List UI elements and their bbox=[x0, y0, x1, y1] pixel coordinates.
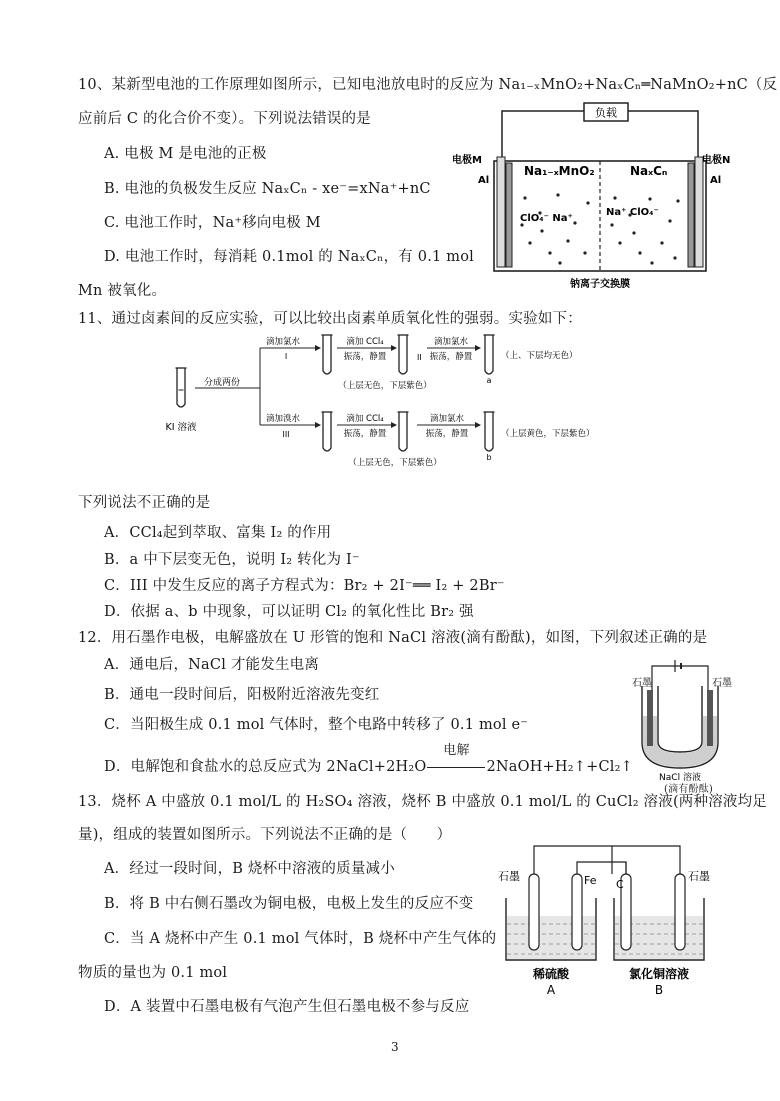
add-cl-label: 滴加氯水 bbox=[265, 337, 301, 347]
q13-option-c: C．当 A 烧杯中产生 0.1 mol 气体时，B 烧杯中产生气体的 bbox=[104, 931, 497, 947]
al-right-label: Al bbox=[710, 175, 722, 186]
q13-beaker-a-label: A bbox=[546, 983, 556, 997]
q13-electrode-3-label: C bbox=[616, 878, 624, 891]
q11-option-a: A．CCl₄起到萃取、富集 I₂ 的作用 bbox=[104, 525, 332, 541]
q12-caption-1: NaCl 溶液 bbox=[659, 773, 701, 783]
left-material-label: Na₁₋ₓMnO₂ bbox=[524, 164, 595, 178]
q10-option-c: C. 电池工作时，Na⁺移向电极 M bbox=[104, 215, 321, 231]
result-iii-label: （上层无色，下层紫色） bbox=[348, 458, 442, 468]
left-ions-label: ClO₄⁻ Na⁺ bbox=[520, 213, 573, 224]
step-iii-label: III bbox=[282, 430, 290, 439]
q13-option-d: D．A 装置中石墨电极有气泡产生但石墨电极不参与反应 bbox=[104, 999, 470, 1015]
q10-battery-figure bbox=[452, 103, 740, 293]
q11-option-c: C．III 中发生反应的离子方程式为：Br₂ + 2I⁻══ I₂ + 2Br⁻ bbox=[104, 578, 505, 594]
q13-solution-a-label: 稀硫酸 bbox=[532, 967, 570, 981]
result-ii-label: （上层无色，下层紫色） bbox=[338, 381, 432, 391]
result-a-label: （上、下层均无色） bbox=[501, 351, 578, 361]
load-label: 负载 bbox=[595, 106, 617, 120]
q11-stem: 11、通过卤素间的反应实验，可以比较出卤素单质氧化性的强弱。实验如下： bbox=[78, 311, 582, 327]
q13-option-a: A．经过一段时间，B 烧杯中溶液的质量减小 bbox=[104, 861, 395, 877]
q10-option-a: A. 电极 M 是电池的正极 bbox=[104, 146, 267, 162]
q13-stem-line2: 量)，组成的装置如图所示。下列说法不正确的是（ ） bbox=[78, 827, 452, 843]
q12-option-c: C．当阳极生成 0.1 mol 气体时，整个电路中转移了 0.1 mol e⁻ bbox=[104, 717, 529, 733]
shake-2-label: 振荡，静置 bbox=[429, 352, 473, 362]
q11-option-d: D．依据 a、b 中现象，可以证明 Cl₂ 的氧化性比 Br₂ 强 bbox=[104, 604, 474, 620]
q10-stem-line2: 应前后 C 的化合价不变）。下列说法错误的是 bbox=[78, 111, 371, 127]
q12-right-electrode-label: 石墨 bbox=[712, 678, 732, 689]
q10-option-b: B. 电池的负极发生反应 NaₓCₙ - xe⁻=xNa⁺+nC bbox=[104, 181, 431, 197]
add-br-label: 滴加溴水 bbox=[265, 414, 301, 424]
q12-option-d bbox=[104, 743, 633, 776]
q12-caption-2: (滴有酚酞) bbox=[664, 784, 714, 795]
add-cl-3-label: 滴加氯水 bbox=[429, 414, 465, 424]
membrane-label: 钠离子交换膜 bbox=[570, 279, 630, 290]
step-ii-label: II bbox=[417, 353, 422, 362]
q12-d-arrow bbox=[426, 743, 486, 776]
page-number: 3 bbox=[391, 1040, 399, 1054]
q12-d-prefix: D．电解饱和食盐水的总反应式为 2NaCl+2H₂O bbox=[104, 759, 427, 775]
tube-a-label: a bbox=[486, 376, 492, 385]
q12-stem: 12．用石墨作电极，电解盛放在 U 形管的饱和 NaCl 溶液(滴有酚酞)，如图，下列叙述正确的是 bbox=[78, 630, 708, 646]
q12-d-suffix: 2NaOH+H₂↑+Cl₂↑ bbox=[486, 759, 633, 775]
q10-stem-line1: 10、某新型电池的工作原理如图所示，已知电池放电时的反应为 Na₁₋ₓMnO₂+NaₓCₙ═NaMnO₂+nC（反 bbox=[78, 77, 778, 93]
step-i-label: I bbox=[284, 352, 288, 361]
tube-b-label: b bbox=[486, 453, 492, 462]
q11-lead: 下列说法不正确的是 bbox=[78, 495, 211, 511]
q13-stem-line1: 13．烧杯 A 中盛放 0.1 mol/L 的 H₂SO₄ 溶液，烧杯 B 中盛放 0.1 mol/L 的 CuCl₂ 溶液(两种溶液均足 bbox=[78, 794, 768, 810]
q13-option-c-cont: 物质的量也为 0.1 mol bbox=[78, 965, 228, 981]
q13-electrode-2-label: Fe bbox=[584, 874, 597, 887]
q13-electrode-4-label: 石墨 bbox=[688, 870, 710, 883]
q12-left-electrode-label: 石墨 bbox=[632, 678, 652, 689]
result-b-label: （上层黄色，下层紫色） bbox=[501, 429, 595, 439]
add-ccl4-1-label: 滴加 CCl₄ bbox=[346, 337, 384, 347]
q13-cells-figure bbox=[492, 838, 722, 1000]
right-material-label: NaₓCₙ bbox=[630, 164, 668, 178]
shake-1-label: 振荡，静置 bbox=[343, 352, 387, 362]
right-ions-label: Na⁺ ClO₄⁻ bbox=[606, 207, 659, 218]
q12-d-condition: 电解 bbox=[443, 743, 470, 758]
electrode-m-label: 电极M bbox=[452, 155, 482, 166]
split-label: 分成两份 bbox=[203, 378, 241, 388]
shake-4-label: 振荡，静置 bbox=[425, 429, 469, 439]
q11-halogen-experiment-figure bbox=[155, 330, 635, 478]
ki-label: KI 溶液 bbox=[165, 422, 197, 433]
q10-option-d-cont: Mn 被氧化。 bbox=[78, 283, 167, 299]
q13-electrode-1-label: 石墨 bbox=[498, 870, 520, 883]
add-ccl4-2-label: 滴加 CCl₄ bbox=[346, 414, 384, 424]
q11-option-b: B．a 中下层变无色，说明 I₂ 转化为 I⁻ bbox=[104, 552, 360, 568]
al-left-label: Al bbox=[478, 175, 490, 186]
q13-solution-b-label: 氯化铜溶液 bbox=[628, 967, 690, 981]
q10-option-d: D. 电池工作时，每消耗 0.1mol 的 NaₓCₙ，有 0.1 mol bbox=[104, 249, 474, 265]
shake-3-label: 振荡，静置 bbox=[343, 429, 387, 439]
q12-option-a: A．通电后，NaCl 才能发生电离 bbox=[104, 657, 320, 673]
electrode-n-label: 电极N bbox=[702, 155, 731, 166]
add-cl-2-label: 滴加氯水 bbox=[433, 337, 469, 347]
q12-option-b: B．通电一段时间后，阳极附近溶液先变红 bbox=[104, 687, 380, 703]
q13-option-b: B．将 B 中右侧石墨改为铜电极，电极上发生的反应不变 bbox=[104, 896, 474, 912]
q13-beaker-b-label: B bbox=[654, 983, 664, 997]
q12-u-tube-figure bbox=[628, 656, 738, 786]
